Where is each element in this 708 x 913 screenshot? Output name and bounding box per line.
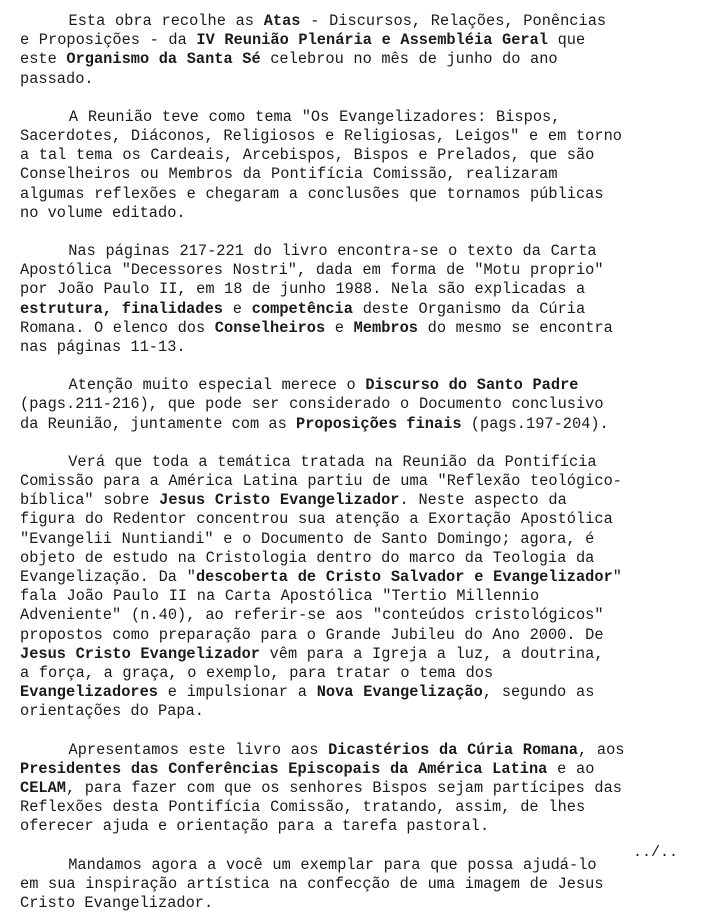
text-line xyxy=(20,549,680,568)
text-line xyxy=(20,626,680,645)
text-run: Verá que toda a temática tratada na Reunião da Pontifícia xyxy=(20,452,597,471)
text-run: Conselheiros ou Membros da Pontifícia Comissão, realizaram xyxy=(20,165,558,184)
bold-text: Presidentes das Conferências Episcopais da América Latina xyxy=(20,759,548,778)
text-run: fala João Paulo II na Carta Apostólica "Tertio Millennio xyxy=(20,587,540,606)
text-line xyxy=(20,779,680,798)
text-line xyxy=(20,875,680,894)
text-run: e xyxy=(325,318,354,337)
text-line xyxy=(20,127,680,146)
text-run: , aos xyxy=(577,740,625,759)
text-run: da Reunião, juntamente com as xyxy=(20,414,296,433)
text-line xyxy=(20,300,680,319)
text-line xyxy=(20,702,680,721)
text-run: por João Paulo II, em 18 de junho 1988. Nela são explicadas a xyxy=(20,280,586,299)
text-line xyxy=(20,204,680,223)
text-run: este xyxy=(20,50,67,69)
text-line xyxy=(20,664,680,683)
text-run: Romana. O elenco dos xyxy=(20,318,215,337)
text-line xyxy=(20,856,680,875)
text-run: oferecer ajuda e orientação para a tarefa pastoral. xyxy=(20,817,490,836)
text-line xyxy=(20,70,680,89)
bold-text: CELAM xyxy=(20,779,66,797)
text-run: Mandamos agora a você um exemplar para que possa ajudá-lo xyxy=(20,855,597,874)
text-run: deste Organismo da Cúria xyxy=(352,299,586,318)
bold-text: competência xyxy=(251,299,353,318)
bold-text: Atas xyxy=(263,12,301,30)
text-run: bíblica" sobre xyxy=(20,491,160,510)
text-run: a força, a graça, o exemplo, para tratar o tema dos xyxy=(20,664,494,682)
text-line xyxy=(20,319,680,338)
text-line xyxy=(20,453,680,472)
bold-text: Discurso do Santo Padre xyxy=(365,376,579,395)
text-line xyxy=(20,683,680,702)
text-run: Comissão para a América Latina partiu de uma "Reflexão teológico- xyxy=(20,472,622,490)
text-run: (pags.211-216), que pode ser considerado o Documento conclusivo xyxy=(20,395,604,414)
text-run: Sacerdotes, Diáconos, Religiosos e Religiosas, Leigos" e em torno xyxy=(20,127,622,145)
text-line xyxy=(20,760,680,779)
text-line xyxy=(20,108,680,127)
text-run: em sua inspiração artística na confecção de uma imagem de Jesus xyxy=(20,874,604,893)
text-run: figura do Redentor concentrou sua atenção a Exortação Apostólica xyxy=(20,510,613,529)
text-line xyxy=(20,817,680,836)
text-line xyxy=(20,415,680,434)
bold-text: Organismo da Santa Sé xyxy=(66,50,261,69)
bold-text: Jesus Cristo Evangelizador xyxy=(20,644,260,663)
bold-text: Proposições finais xyxy=(296,414,462,433)
text-run: a tal tema os Cardeais, Arcebispos, Bispos e Prelados, que são xyxy=(20,146,595,165)
text-run: . Neste aspecto da xyxy=(399,491,567,510)
text-run: Nas páginas 217-221 do livro encontra-se o texto da Carta xyxy=(20,242,597,260)
continuation-mark: ../.. xyxy=(632,844,678,861)
text-line xyxy=(20,741,680,760)
text-line xyxy=(20,261,680,280)
bold-text: Jesus Cristo Evangelizador xyxy=(159,491,400,510)
text-run: Adveniente" (n.40), ao referir-se aos "conteúdos cristológicos" xyxy=(20,606,604,625)
text-run: - Discursos, Relações, Ponências xyxy=(300,12,607,30)
text-run: Atenção muito especial merece o xyxy=(20,376,366,395)
text-run: passado. xyxy=(20,69,94,88)
text-line xyxy=(20,894,680,913)
text-line xyxy=(20,568,680,587)
text-line xyxy=(20,185,680,204)
text-line xyxy=(20,50,680,69)
text-run: que xyxy=(548,31,586,50)
text-run: (pags.197-204). xyxy=(461,414,609,433)
text-run: celebrou no mês de junho do ano xyxy=(260,50,558,69)
text-line xyxy=(20,491,680,510)
text-line xyxy=(20,606,680,625)
text-run: Evangelização. Da " xyxy=(20,568,196,586)
text-line xyxy=(20,165,680,184)
text-run: , para fazer com que os senhores Bispos sejam partícipes das xyxy=(66,779,622,797)
text-line xyxy=(20,376,680,395)
text-line xyxy=(20,530,680,549)
text-line xyxy=(20,146,680,165)
text-run: propostos como preparação para o Grande Jubileu do Ano 2000. De xyxy=(20,625,604,644)
text-run: nas páginas 11-13. xyxy=(20,338,186,356)
text-run: " xyxy=(612,568,622,586)
text-run: algumas reflexões e chegaram a conclusões que tornamos públicas xyxy=(20,184,604,203)
bold-text: estrutura, finalidades xyxy=(20,299,223,318)
bold-text: IV Reunião Plenária e Assembléia Geral xyxy=(196,31,548,50)
text-run: Reflexões desta Pontifícia Comissão, tratando, assim, de lhes xyxy=(20,798,586,817)
text-run: orientações do Papa. xyxy=(20,702,204,721)
text-run: Apresentamos este livro aos xyxy=(20,740,329,759)
bold-text: descoberta de Cristo Salvador e Evangelizador xyxy=(195,568,613,586)
bold-text: Dicastérios da Cúria Romana xyxy=(328,740,578,759)
bold-text: Evangelizadores xyxy=(20,683,158,702)
text-line xyxy=(20,280,680,299)
text-run: vêm para a Igreja a luz, a doutrina, xyxy=(260,644,604,663)
text-run: Cristo Evangelizador. xyxy=(20,894,214,912)
text-run: e Proposições - da xyxy=(20,31,197,50)
text-line xyxy=(20,510,680,529)
text-run: "Evangelii Nuntiandi" e o Documento de Santo Domingo; agora, é xyxy=(20,529,595,548)
text-run: objeto de estudo na Cristologia dentro do marco da Teologia da xyxy=(20,548,595,567)
text-run: , segundo as xyxy=(482,683,595,702)
text-run: do mesmo se encontra xyxy=(418,318,613,337)
text-line xyxy=(20,242,680,261)
bold-text: Membros xyxy=(353,318,419,337)
text-line xyxy=(20,395,680,414)
text-run: Esta obra recolhe as xyxy=(20,12,264,30)
text-line xyxy=(20,587,680,606)
text-run: e impulsionar a xyxy=(158,683,317,702)
text-line xyxy=(20,645,680,664)
text-line xyxy=(20,31,680,50)
text-line xyxy=(20,798,680,817)
text-line xyxy=(20,12,680,31)
text-run: e xyxy=(222,299,252,318)
text-line xyxy=(20,338,680,357)
text-run: no volume editado. xyxy=(20,203,186,222)
bold-text: Conselheiros xyxy=(214,318,326,337)
text-run: Apostólica "Decessores Nostri", dada em forma de "Motu proprio" xyxy=(20,261,604,280)
text-run: e ao xyxy=(547,759,595,778)
text-line xyxy=(20,472,680,491)
text-run: A Reunião teve como tema "Os Evangelizadores: Bispos, xyxy=(20,107,561,126)
bold-text: Nova Evangelização xyxy=(316,683,483,702)
